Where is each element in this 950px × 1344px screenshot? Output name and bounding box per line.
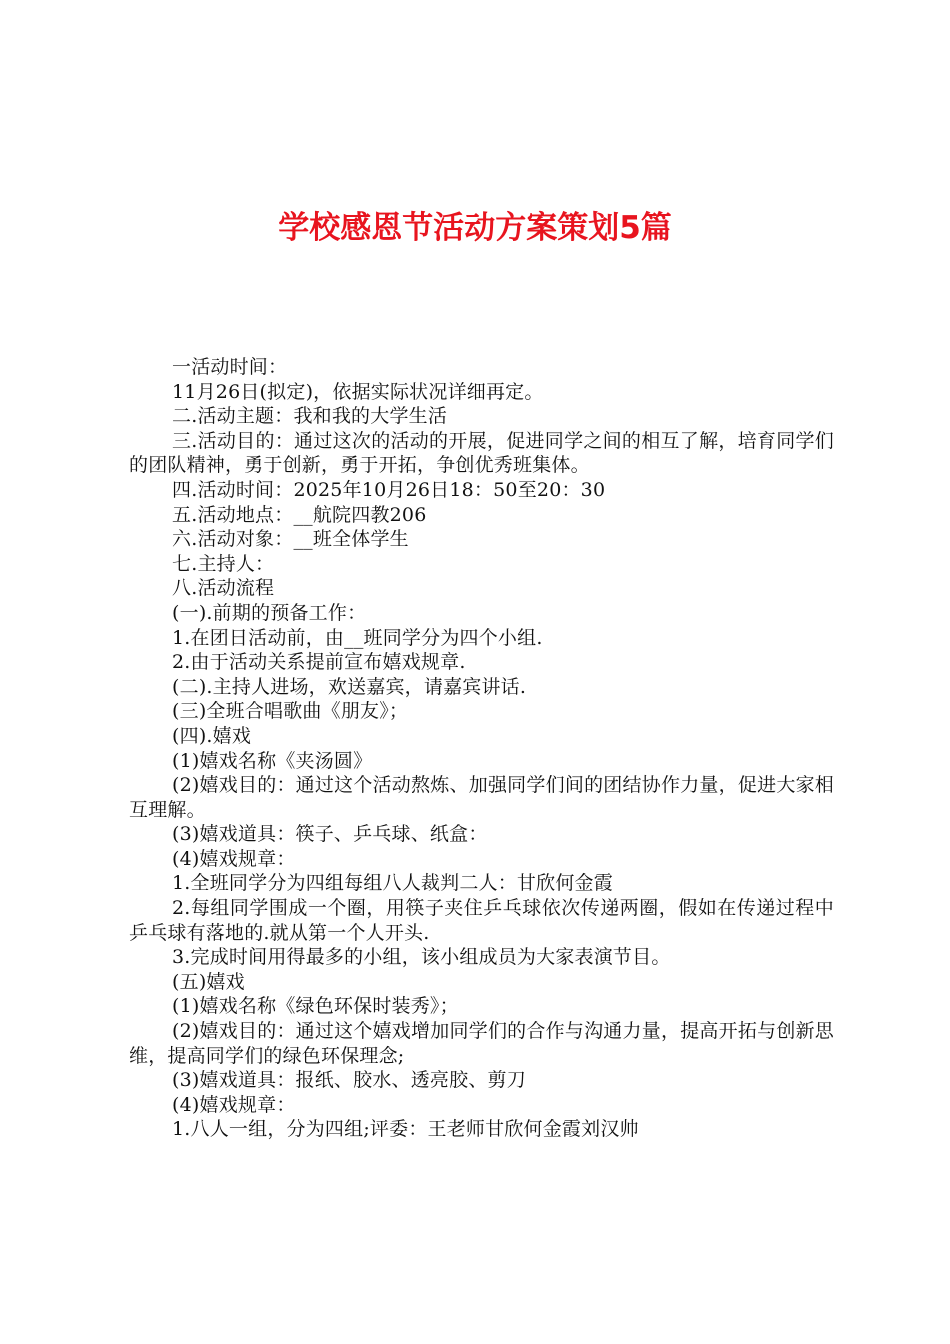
paragraph: 五.活动地点：__航院四教206 [172, 503, 427, 526]
paragraph: 七.主持人： [172, 552, 275, 575]
paragraph: (3)嬉戏道具：报纸、胶水、透亮胶、剪刀 [172, 1069, 526, 1092]
paragraph: (三)全班合唱歌曲《朋友》； [172, 700, 409, 723]
paragraph: 三.活动目的：通过这次的活动的开展，促进同学之间的相互了解，培育同学们的团队精神，勇于创新，勇于开拓，争创优秀班集体。 [129, 429, 834, 477]
paragraph: 二.活动主题：我和我的大学生活 [172, 405, 448, 428]
paragraph: 一活动时间： [172, 356, 288, 378]
paragraph: (1)嬉戏名称《夹汤圆》 [172, 749, 373, 772]
document-title: 学校感恩节活动方案策划5篇 [278, 210, 672, 246]
paragraph: 八.活动流程 [172, 577, 275, 600]
paragraph: (二).主持人进场，欢送嘉宾，请嘉宾讲话. [172, 675, 527, 698]
paragraph: (五)嬉戏 [172, 970, 245, 993]
paragraph: 六.活动对象：__班全体学生 [172, 528, 409, 551]
document-body [129, 355, 834, 1142]
paragraph: 1.八人一组，分为四组;评委：王老师甘欣何金霞刘汉帅 [172, 1118, 639, 1141]
paragraph: (2)嬉戏目的：通过这个嬉戏增加同学们的合作与沟通力量，提高开拓与创新思维，提高同学们的绿色环保理念; [129, 1020, 834, 1067]
paragraph: 3.完成时间用得最多的小组，该小组成员为大家表演节目。 [172, 946, 671, 969]
paragraph: (4)嬉戏规章： [172, 847, 296, 870]
paragraph: (2)嬉戏目的：通过这个活动熬炼、加强同学们间的团结协作力量，促进大家相互理解。 [129, 774, 834, 821]
paragraph: 1.在团日活动前，由__班同学分为四个小组. [172, 626, 543, 649]
paragraph: 四.活动时间：2025年10月26日18：50至20：30 [172, 478, 606, 501]
paragraph: 2.由于活动关系提前宣布嬉戏规章. [172, 651, 466, 674]
paragraph: (一).前期的预备工作： [172, 601, 367, 624]
paragraph: (4)嬉戏规章： [172, 1093, 296, 1116]
paragraph: (四).嬉戏 [172, 724, 252, 747]
paragraph: 1.全班同学分为四组每组八人裁判二人：甘欣何金霞 [172, 872, 613, 895]
paragraph: (3)嬉戏道具：筷子、乒乓球、纸盒： [172, 823, 488, 846]
paragraph: 2.每组同学围成一个圈，用筷子夹住乒乓球依次传递两圈，假如在传递过程中乒乓球有落地的.就从第一个人开头. [129, 897, 834, 944]
paragraph: (1)嬉戏名称《绿色环保时装秀》； [172, 995, 459, 1018]
paragraph: 11月26日(拟定)，依据实际状况详细再定。 [172, 380, 544, 403]
